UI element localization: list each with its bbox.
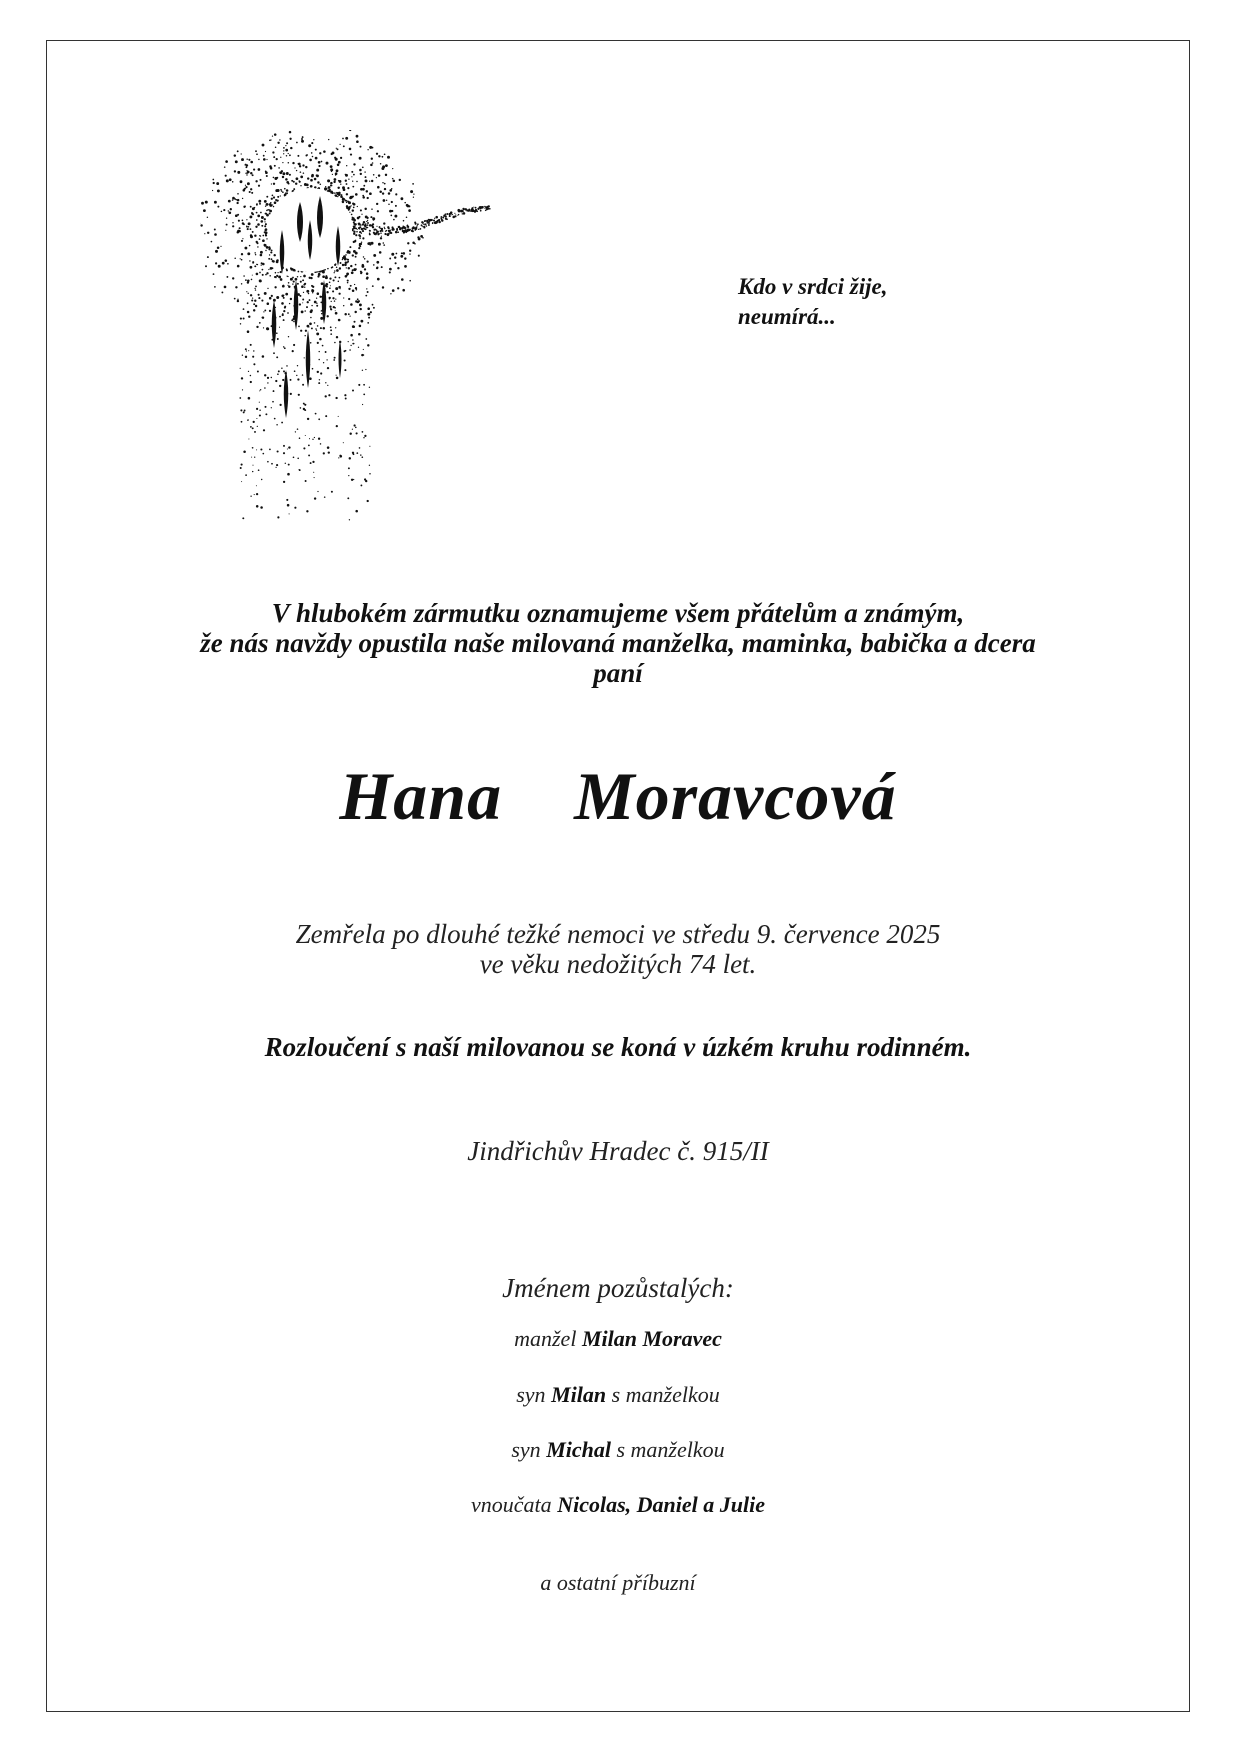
survivor-name: Nicolas, Daniel a Julie <box>557 1492 765 1517</box>
survivor-son-2 <box>46 1435 1190 1465</box>
survivor-relation: syn <box>511 1437 547 1462</box>
moon-candles-icon <box>200 130 540 530</box>
survivor-name: Milan Moravec <box>581 1326 722 1351</box>
survivor-name: Michal <box>546 1437 611 1462</box>
motto-line-1: Kdo v srdci žije, <box>738 274 888 299</box>
death-info-line-2: ve věku nedožitých 74 let. <box>479 949 757 979</box>
intro-line-3: paní <box>593 658 643 688</box>
survivor-husband <box>46 1324 1190 1354</box>
motto <box>738 272 888 332</box>
survivor-suffix: s manželkou <box>610 1437 725 1462</box>
survivor-relation: syn <box>516 1382 552 1407</box>
death-info <box>46 919 1190 979</box>
motto-line-2: neumírá... <box>738 304 836 329</box>
survivor-relation: manžel <box>514 1326 582 1351</box>
survivor-others: a ostatní příbuzní <box>540 1570 696 1595</box>
survivor-name: Milan <box>551 1382 607 1407</box>
intro-line-2: že nás navždy opustila naše milovaná manželka, maminka, babička a dcera <box>200 628 1036 658</box>
address: Jindřichův Hradec č. 915/II <box>467 1136 769 1166</box>
survivor-relation: vnoučata <box>471 1492 558 1517</box>
death-info-line-1: Zemřela po dlouhé težké nemoci ve středu 9. července 2025 <box>295 919 941 949</box>
deceased-name: Hana Moravcová <box>339 758 897 834</box>
survivors-heading: Jménem pozůstalých: <box>502 1273 734 1303</box>
farewell-text: Rozloučení s naší milovanou se koná v úzkém kruhu rodinném. <box>264 1032 972 1062</box>
survivor-son-1 <box>46 1380 1190 1410</box>
survivor-suffix: s manželkou <box>606 1382 720 1407</box>
intro-line-1: V hlubokém zármutku oznamujeme všem přátelům a známým, <box>271 598 965 628</box>
survivor-grandchildren <box>46 1490 1190 1520</box>
intro-text <box>46 598 1190 688</box>
